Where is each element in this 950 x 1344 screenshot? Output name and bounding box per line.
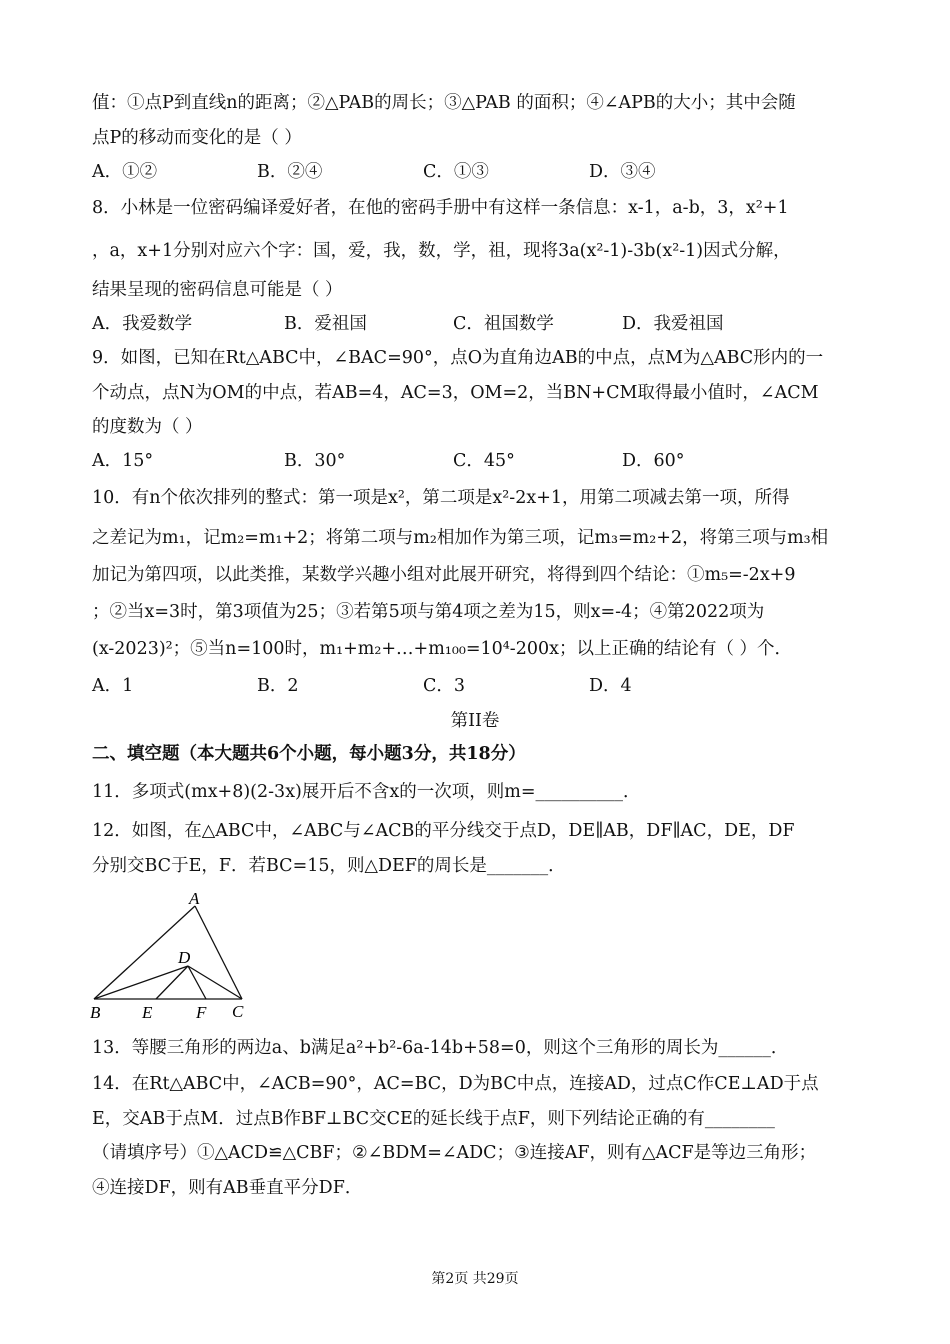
q9-line2: 个动点，点N为OM的中点，若AB=4，AC=3，OM=2，当BN+CM取得最小值时，∠ACM — [92, 383, 819, 403]
label-f: F — [196, 1003, 207, 1022]
q7-option-b: B．②④ — [257, 162, 323, 182]
q8-line3: 结果呈现的密码信息可能是（ ） — [92, 280, 343, 300]
section-title: 第II卷 — [450, 711, 500, 731]
q14-line2: E，交AB于点M．过点B作BF⊥BC交CE的延长线于点F，则下列结论正确的有________ — [92, 1109, 775, 1129]
q9-option-a: A．15° — [92, 451, 154, 471]
label-d: D — [178, 948, 191, 967]
label-e: E — [142, 1003, 153, 1022]
q9-line1: 9．如图，已知在Rt△ABC中，∠BAC=90°，点O为直角边AB的中点，点M为△ABC形内的一 — [92, 348, 824, 368]
q8-option-a: A．我爱数学 — [92, 314, 193, 334]
q7-line2: 点P的移动而变化的是（ ） — [92, 128, 302, 148]
label-c: C — [232, 1002, 244, 1021]
q8-option-c: C．祖国数学 — [453, 314, 554, 334]
q10-line2: 之差记为m₁，记m₂=m₁+2；将第二项与m₂相加作为第三项，记m₃=m₂+2，将第三项与m₃相 — [92, 528, 829, 548]
q14-line1: 14．在Rt△ABC中，∠ACB=90°，AC=BC，D为BC中点，连接AD，过点C作CE⊥AD于点 — [92, 1074, 819, 1094]
q9-line3: 的度数为（ ） — [92, 417, 203, 437]
q10-line1: 10．有n个依次排列的整式：第一项是x²，第二项是x²-2x+1，用第二项减去第一项，所得 — [92, 488, 790, 508]
q12-line2: 分别交BC于E，F．若BC=15，则△DEF的周长是_______． — [92, 856, 566, 876]
q12-line1: 12．如图，在△ABC中，∠ABC与∠ACB的平分线交于点D，DE∥AB，DF∥AC，DE，DF — [92, 821, 795, 841]
q11-text: 11．多项式(mx+8)(2-3x)展开后不含x的一次项，则m=__________． — [92, 782, 641, 802]
page-footer: 第2页 共29页 — [431, 1271, 519, 1287]
section-heading: 二、填空题（本大题共6个小题，每小题3分，共18分） — [92, 744, 526, 764]
q14-line3: （请填序号）①△ACD≌△CBF；②∠BDM=∠ADC；③连接AF，则有△ACF是等边三角形； — [92, 1143, 817, 1163]
q10-line3: 加记为第四项，以此类推，某数学兴趣小组对此展开研究，将得到四个结论：①m₅=-2x+9 — [92, 565, 796, 585]
q13-text: 13．等腰三角形的两边a、b满足a²+b²-6a-14b+58=0，则这个三角形的周长为______． — [92, 1038, 789, 1058]
q9-option-d: D．60° — [622, 451, 685, 471]
q10-option-b: B．2 — [257, 676, 299, 696]
q9-option-c: C．45° — [453, 451, 515, 471]
q8-option-b: B．爱祖国 — [284, 314, 367, 334]
q7-line1: 值：①点P到直线n的距离；②△PAB的周长；③△PAB 的面积；④∠APB的大小；其中会随 — [92, 93, 796, 113]
label-b: B — [90, 1003, 101, 1022]
q8-option-d: D．我爱祖国 — [622, 314, 724, 334]
triangle-figure — [86, 888, 261, 1024]
q14-line4: ④连接DF，则有AB垂直平分DF． — [92, 1178, 363, 1198]
q10-line4: ；②当x=3时，第3项值为25；③若第5项与第4项之差为15，则x=-4；④第2022项为 — [92, 602, 765, 622]
q7-option-c: C．①③ — [423, 162, 489, 182]
q10-option-c: C．3 — [423, 676, 466, 696]
q10-option-d: D．4 — [589, 676, 632, 696]
label-a: A — [189, 889, 200, 908]
q8-line1: 8．小林是一位密码编译爱好者，在他的密码手册中有这样一条信息：x-1，a-b，3，x²+1 — [92, 198, 789, 218]
segment-bd — [94, 966, 188, 999]
q10-option-a: A．1 — [92, 676, 134, 696]
q7-option-d: D．③④ — [589, 162, 656, 182]
q7-option-a: A．①② — [92, 162, 158, 182]
q10-line5: (x-2023)²；⑤当n=100时，m₁+m₂+…+m₁₀₀=10⁴-200x；以上正确的结论有（ ）个． — [92, 639, 793, 659]
q8-line2: ，a，x+1分别对应六个字：国，爱，我，数，学，祖，现将3a(x²-1)-3b(x²-1)因式分解， — [92, 241, 791, 261]
q9-option-b: B．30° — [284, 451, 346, 471]
